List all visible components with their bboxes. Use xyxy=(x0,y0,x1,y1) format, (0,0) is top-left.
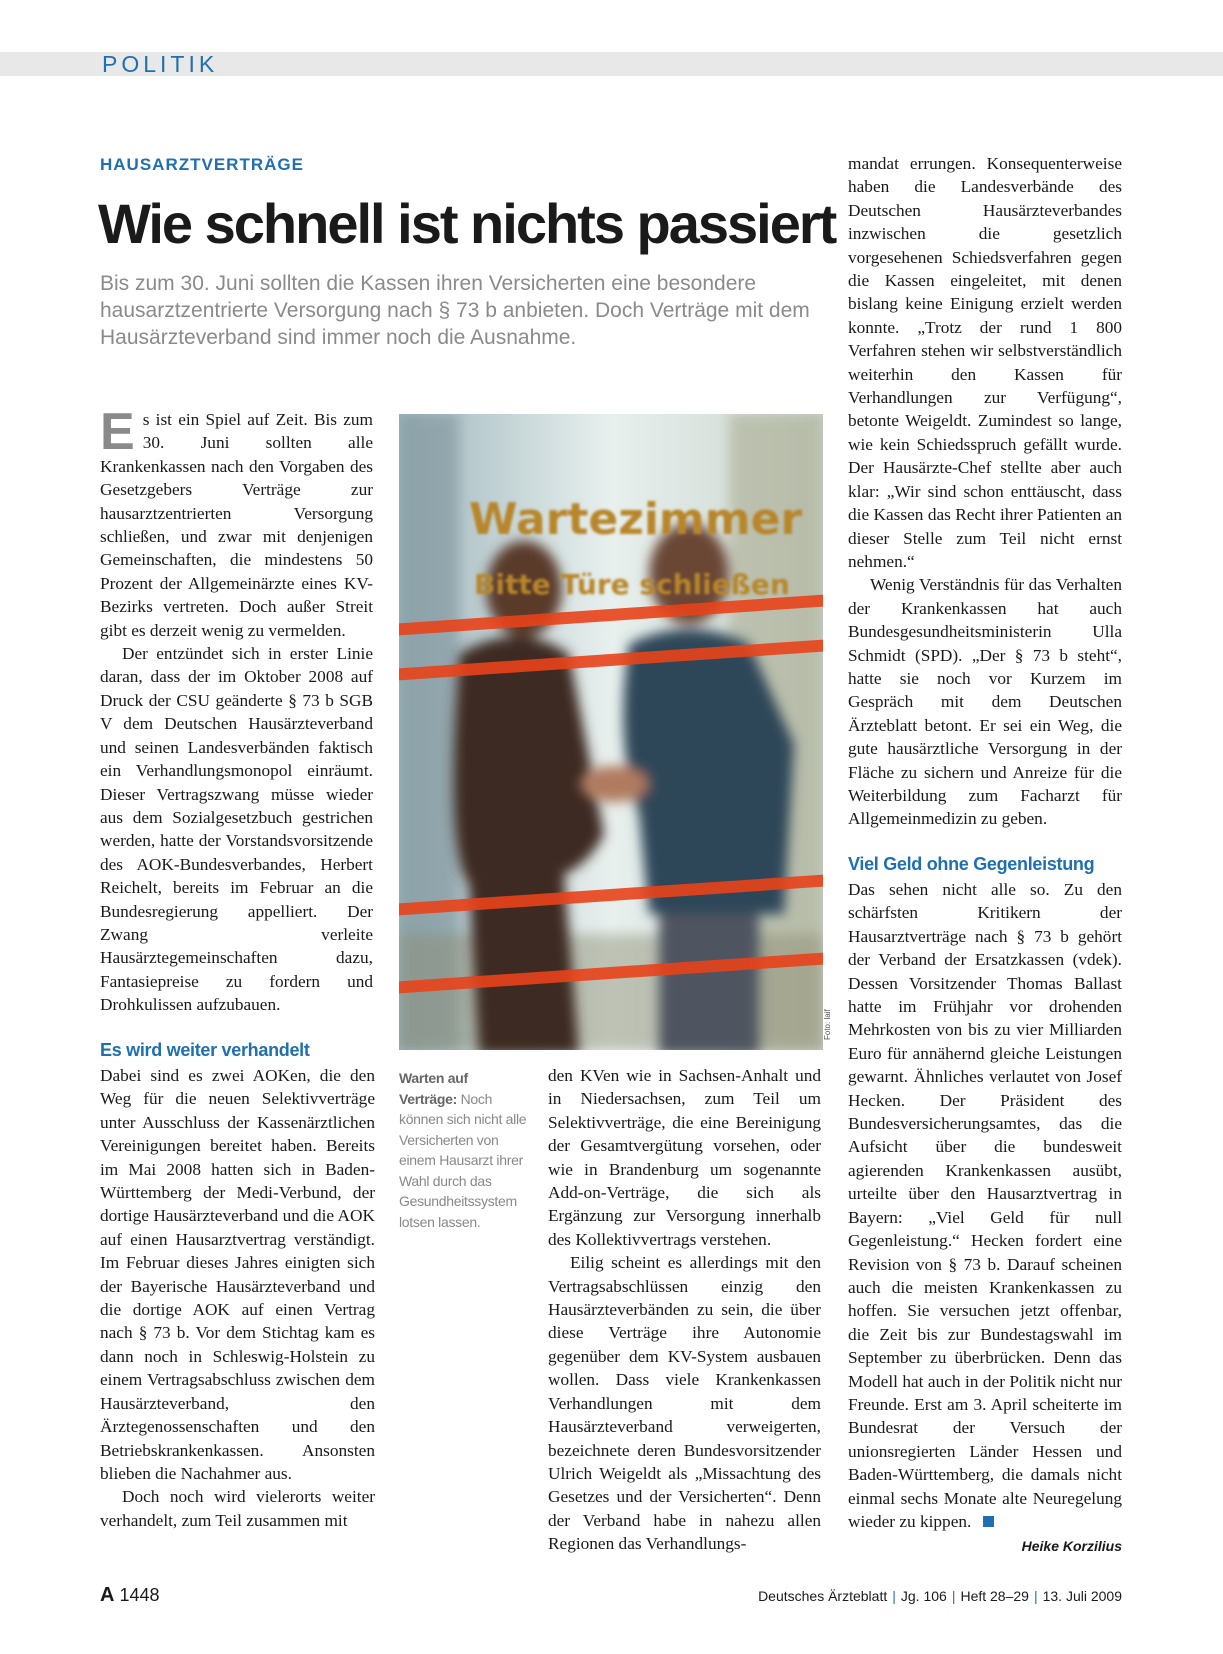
page-number xyxy=(100,1584,160,1607)
journal-name: Deutsches Ärzteblatt xyxy=(758,1588,888,1604)
journal-volume: Jg. 106 xyxy=(900,1588,947,1604)
end-of-article-square-icon xyxy=(983,1516,994,1527)
subhead-viel-geld-ohne-gegenleistung: Viel Geld ohne Gegenleistung xyxy=(848,854,1095,874)
footer-journal-info xyxy=(758,1588,1122,1604)
paragraph-text: Das sehen nicht alle so. Zu den schärfsten Kritikern der Hausarztverträge nach § 73 b gehört der Verband der Ersatzkassen (vdek). Dessen Vorsitzender Thomas Ballast hatte im Frühjahr vor drohenden Mehrkosten von bis zu vier Milliarden Euro für annähernd gleiche Leistungen gewarnt. Ähnliches verlautet von Josef Hecken. Der Präsident des Bundesversicherungsamtes, das die Aufsicht über die bundesweit agierenden Krankenkassen ausübt, urteilte über den Hausarztvertrag in Bayern: „Viel Geld für null Gegenleistung.“ Hecken fordert eine Revision von § 73 b. Darauf scheinen auch die meisten Krankenkassen zu hoffen. Sie versuchen jetzt offenbar, die Zeit bis zur Bundestagswahl im September zu überbrücken. Denn das Modell hat auch in der Politik nicht nur Freunde. Erst am 3. April scheiterte im Bundesrat der Versuch der unionsregierten Länder Hessen und Baden-Württemberg, die damals nicht einmal sechs Monate alte Neuregelung wieder zu kippen. xyxy=(848,880,1122,1531)
column-1 xyxy=(100,403,373,1017)
separator: | xyxy=(892,1588,896,1604)
paragraph: Doch noch wird vielerorts weiter verhandelt, zum Teil zusammen mit xyxy=(100,1487,375,1530)
page-number-value: 1448 xyxy=(119,1585,160,1605)
separator: | xyxy=(951,1588,956,1604)
column-3 xyxy=(548,1064,821,1556)
article-photo xyxy=(399,414,823,1050)
paragraph: Der entzündet sich in erster Linie daran, dass der im Oktober 2008 auf Druck der CSU geänderte § 73 b SGB V dem Deutschen Hausärzteverband und seinen Landesverbänden faktisch ein Verhandlungsmonopol einräumt. Dieser Vertragszwang müsse wieder aus dem Sozialgesetzbuch gestrichen werden, hatte der Vorstandsvorsitzende des AOK-Bundesverbandes, Herbert Reichelt, bereits im Februar an die Bundesregierung appelliert. Der Zwang verleite Hausärztegemeinschaften dazu, Fantasiepreise zu fordern und Drohkulissen aufzubauen. xyxy=(100,644,373,1015)
sign-line-2: Bitte Türe schließen xyxy=(474,568,790,601)
page-prefix: A xyxy=(100,1584,115,1606)
subhead-es-wird-weiter-verhandelt: Es wird weiter verhandelt xyxy=(100,1040,310,1060)
caption-text: Noch können sich nicht alle Versicherten von einem Hausarzt ihrer Wahl durch das Gesundheitssystem lotsen lassen. xyxy=(399,1090,527,1230)
drop-cap: E xyxy=(100,403,135,461)
column-4-lower xyxy=(848,878,1122,1533)
caption-lead: Warten auf Verträge: xyxy=(399,1070,468,1107)
paragraph: s ist ein Spiel auf Zeit. Bis zum 30. Juni sollten alle Krankenkassen nach den Vorgaben des Gesetzgebers Verträge zur hausarztzentrierten Versorgung schließen, und zwar mit denjenigen Gemeinschaften, die mindestens 50 Prozent der Allgemeinärzte eines KV-Bezirks vertreten. Doch außer Streit gibt es derzeit wenig zu vermelden. xyxy=(100,410,373,640)
sign-line-1: Wartezimmer xyxy=(469,494,803,545)
column-4 xyxy=(848,152,1122,831)
author-byline: Heike Korzilius xyxy=(1021,1538,1122,1554)
paragraph: mandat errungen. Konsequenterweise haben die Landesverbände des Deutschen Hausärzteverbandes inzwischen die gesetzlich vorgesehenen Schiedsverfahren gegen die Kassen eingeleitet, mit denen bislang keine Einigung erzielt werden konnte. „Trotz der rund 1 800 Verfahren stehen wir selbstverständlich weiterhin den Kassen für Verhandlungen zur Verfügung“, betonte Weigeldt. Zumindest so lange, wie kein Schiedsspruch gefällt wurde. Der Hausärzte-Chef stellte aber auch klar: „Wir sind schon enttäuscht, dass die Kassen das Recht ihrer Patienten an dieser Stelle zum Teil nicht ernst nehmen.“ xyxy=(848,154,1122,571)
photo-credit: Foto: laif xyxy=(823,1009,832,1040)
article-lead: Bis zum 30. Juni sollten die Kassen ihren Versicherten eine besondere hausarztzentrierte Versorgung nach § 73 b anbieten. Doch Verträge mit dem Hausärzteverband sind immer noch die Ausnahme. xyxy=(100,272,810,349)
paragraph: Wenig Verständnis für das Verhalten der Krankenkassen hat auch Bundesgesundheitsministerin Ulla Schmidt (SPD). „Der § 73 b steht“, hatte sie noch vor Kurzem im Gespräch mit dem Deutschen Ärzteblatt betont. Er sei ein Weg, die gute hausärztliche Versorgung in der Fläche zu sichern und Anreize für die Weiterbildung zum Facharzt für Allgemeinmedizin zu geben. xyxy=(848,575,1122,829)
column-1-lower xyxy=(100,1064,375,1532)
paragraph: den KVen wie in Sachsen-Anhalt und in Niedersachsen, zum Teil um Selektivverträge, die eine Bereinigung der Gesamtvergütung vorsehen, oder wie in Brandenburg um sogenannte Add-on-Verträge, die sich als Ergänzung zur Versorgung innerhalb des Kollektivvertrags verstehen. xyxy=(548,1066,821,1249)
paragraph: Dabei sind es zwei AOKen, die den Weg für die neuen Selektivverträge unter Ausschluss der Kassenärztlichen Vereinigungen bereitet haben. Bereits im Mai 2008 hatten sich in Baden-Württemberg der Medi-Verbund, der dortige Hausärzteverband und die AOK auf einen Hausarztvertrag verständigt. Im Februar dieses Jahres einigten sich der Bayerische Hausärzteverband und die dortige AOK auf einen Vertrag nach § 73 b. Vor dem Stichtag kam es dann noch in Schleswig-Holstein zu einem Vertragsabschluss zwischen dem Hausärzteverband, den Ärztegenossenschaften und den Betriebskrankenkassen. Ansonsten blieben die Nachahmer aus. xyxy=(100,1066,375,1483)
journal-issue: Heft 28–29 xyxy=(960,1588,1029,1604)
separator: | xyxy=(1033,1588,1038,1604)
photo-caption xyxy=(399,1068,527,1232)
paragraph: Eilig scheint es allerdings mit den Vertragsabschlüssen einzig den Hausärzteverbänden zu sein, die über diese Verträge ihre Autonomie gegenüber dem KV-System ausbauen wollen. Dass viele Krankenkassen Verhandlungen mit dem Hausärzteverband verweigerten, bezeichnete deren Bundesvorsitzender Ulrich Weigeldt als „Missachtung des Gesetzes und der Versicherten“. Denn der Verband habe in nahezu allen Regionen das Verhandlungs- xyxy=(548,1253,821,1554)
paragraph xyxy=(848,878,1122,1533)
article-title: Wie schnell ist nichts passiert xyxy=(98,192,836,255)
journal-date: 13. Juli 2009 xyxy=(1042,1588,1122,1604)
article-kicker: HAUSARZTVERTRÄGE xyxy=(100,155,304,174)
section-label: POLITIK xyxy=(102,51,219,77)
